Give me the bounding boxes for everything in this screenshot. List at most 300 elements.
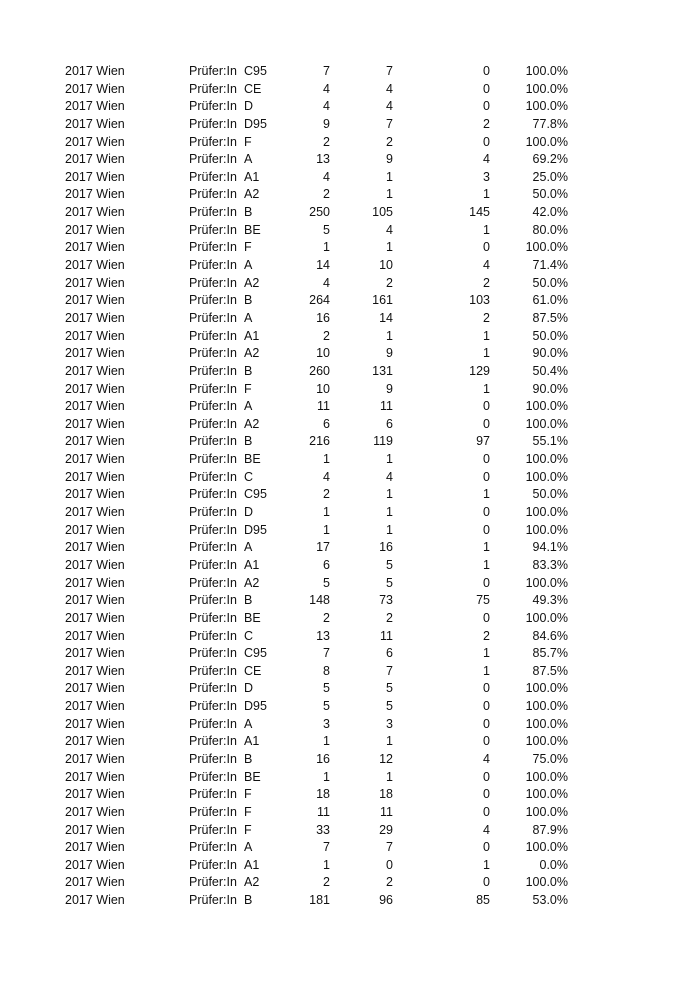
failed-count-cell: 1 bbox=[483, 540, 490, 555]
role-cell: Prüfer:In bbox=[189, 822, 237, 837]
total-count-cell: 181 bbox=[309, 893, 330, 908]
table-row bbox=[0, 698, 700, 716]
pass-rate-cell: 55.1% bbox=[532, 434, 568, 449]
failed-count-cell: 1 bbox=[483, 857, 490, 872]
role-cell: Prüfer:In bbox=[189, 857, 237, 872]
passed-count-cell: 105 bbox=[372, 205, 393, 220]
year-location-cell: 2017 Wien bbox=[65, 81, 125, 96]
license-class-cell: CE bbox=[244, 81, 262, 96]
role-cell: Prüfer:In bbox=[189, 557, 237, 572]
license-class-cell: F bbox=[244, 134, 252, 149]
passed-count-cell: 5 bbox=[386, 557, 393, 572]
role-cell: Prüfer:In bbox=[189, 787, 237, 802]
passed-count-cell: 131 bbox=[372, 363, 393, 378]
passed-count-cell: 119 bbox=[373, 434, 393, 449]
failed-count-cell: 0 bbox=[483, 769, 490, 784]
passed-count-cell: 7 bbox=[386, 64, 393, 78]
table-row bbox=[0, 363, 700, 381]
failed-count-cell: 4 bbox=[483, 751, 490, 766]
license-class-cell: F bbox=[244, 787, 252, 802]
year-location-cell: 2017 Wien bbox=[65, 416, 125, 431]
year-location-cell: 2017 Wien bbox=[65, 381, 125, 396]
failed-count-cell: 0 bbox=[483, 399, 490, 414]
year-location-cell: 2017 Wien bbox=[65, 469, 125, 484]
license-class-cell: C bbox=[244, 628, 254, 643]
year-location-cell: 2017 Wien bbox=[65, 681, 125, 696]
role-cell: Prüfer:In bbox=[189, 699, 237, 714]
table-row bbox=[0, 769, 700, 787]
table-row bbox=[0, 628, 700, 646]
year-location-cell: 2017 Wien bbox=[65, 699, 125, 714]
license-class-cell: A1 bbox=[244, 328, 260, 343]
total-count-cell: 10 bbox=[316, 381, 330, 396]
failed-count-cell: 3 bbox=[483, 169, 490, 184]
table-row bbox=[0, 416, 700, 434]
role-cell: Prüfer:In bbox=[189, 64, 237, 78]
passed-count-cell: 2 bbox=[386, 875, 393, 890]
year-location-cell: 2017 Wien bbox=[65, 452, 125, 467]
pass-rate-cell: 75.0% bbox=[532, 751, 568, 766]
table-row bbox=[0, 839, 700, 857]
failed-count-cell: 1 bbox=[483, 187, 490, 202]
total-count-cell: 14 bbox=[316, 258, 330, 273]
failed-count-cell: 1 bbox=[483, 487, 490, 502]
table-row bbox=[0, 116, 700, 134]
table-row bbox=[0, 557, 700, 575]
year-location-cell: 2017 Wien bbox=[65, 575, 125, 590]
year-location-cell: 2017 Wien bbox=[65, 734, 125, 749]
passed-count-cell: 4 bbox=[386, 222, 393, 237]
table-row bbox=[0, 857, 700, 875]
data-table bbox=[0, 63, 700, 910]
failed-count-cell: 0 bbox=[483, 699, 490, 714]
total-count-cell: 16 bbox=[316, 751, 330, 766]
year-location-cell: 2017 Wien bbox=[65, 540, 125, 555]
year-location-cell: 2017 Wien bbox=[65, 716, 125, 731]
role-cell: Prüfer:In bbox=[189, 328, 237, 343]
table-row bbox=[0, 151, 700, 169]
year-location-cell: 2017 Wien bbox=[65, 310, 125, 325]
year-location-cell: 2017 Wien bbox=[65, 169, 125, 184]
role-cell: Prüfer:In bbox=[189, 751, 237, 766]
table-row bbox=[0, 751, 700, 769]
failed-count-cell: 1 bbox=[483, 328, 490, 343]
pass-rate-cell: 50.0% bbox=[532, 187, 568, 202]
pass-rate-cell: 0.0% bbox=[539, 857, 568, 872]
passed-count-cell: 29 bbox=[379, 822, 393, 837]
table-row bbox=[0, 63, 700, 81]
role-cell: Prüfer:In bbox=[189, 134, 237, 149]
pass-rate-cell: 90.0% bbox=[532, 381, 568, 396]
total-count-cell: 2 bbox=[323, 134, 330, 149]
year-location-cell: 2017 Wien bbox=[65, 328, 125, 343]
total-count-cell: 17 bbox=[316, 540, 330, 555]
pass-rate-cell: 83.3% bbox=[532, 557, 568, 572]
year-location-cell: 2017 Wien bbox=[65, 875, 125, 890]
role-cell: Prüfer:In bbox=[189, 116, 237, 131]
pass-rate-cell: 100.0% bbox=[525, 399, 568, 414]
failed-count-cell: 75 bbox=[476, 593, 490, 608]
license-class-cell: D95 bbox=[244, 522, 267, 537]
pass-rate-cell: 100.0% bbox=[525, 575, 568, 590]
role-cell: Prüfer:In bbox=[189, 293, 237, 308]
failed-count-cell: 129 bbox=[469, 363, 490, 378]
total-count-cell: 148 bbox=[309, 593, 330, 608]
year-location-cell: 2017 Wien bbox=[65, 346, 125, 361]
table-row bbox=[0, 469, 700, 487]
table-row bbox=[0, 575, 700, 593]
passed-count-cell: 11 bbox=[380, 804, 393, 819]
year-location-cell: 2017 Wien bbox=[65, 751, 125, 766]
passed-count-cell: 5 bbox=[386, 575, 393, 590]
pass-rate-cell: 100.0% bbox=[525, 681, 568, 696]
pass-rate-cell: 84.6% bbox=[532, 628, 568, 643]
table-row bbox=[0, 310, 700, 328]
pass-rate-cell: 100.0% bbox=[525, 699, 568, 714]
total-count-cell: 1 bbox=[323, 769, 330, 784]
passed-count-cell: 7 bbox=[386, 840, 393, 855]
year-location-cell: 2017 Wien bbox=[65, 522, 125, 537]
table-row bbox=[0, 592, 700, 610]
table-row bbox=[0, 381, 700, 399]
license-class-cell: F bbox=[244, 381, 252, 396]
passed-count-cell: 4 bbox=[386, 469, 393, 484]
total-count-cell: 250 bbox=[309, 205, 330, 220]
failed-count-cell: 2 bbox=[483, 310, 490, 325]
passed-count-cell: 2 bbox=[386, 134, 393, 149]
total-count-cell: 5 bbox=[323, 575, 330, 590]
total-count-cell: 2 bbox=[323, 187, 330, 202]
pass-rate-cell: 100.0% bbox=[525, 64, 568, 78]
failed-count-cell: 103 bbox=[469, 293, 490, 308]
total-count-cell: 2 bbox=[323, 875, 330, 890]
passed-count-cell: 1 bbox=[386, 328, 393, 343]
table-row bbox=[0, 169, 700, 187]
total-count-cell: 13 bbox=[316, 152, 330, 167]
failed-count-cell: 145 bbox=[469, 205, 490, 220]
license-class-cell: D bbox=[244, 99, 254, 114]
pass-rate-cell: 80.0% bbox=[532, 222, 568, 237]
year-location-cell: 2017 Wien bbox=[65, 275, 125, 290]
role-cell: Prüfer:In bbox=[189, 734, 237, 749]
pass-rate-cell: 85.7% bbox=[532, 646, 568, 661]
table-row bbox=[0, 522, 700, 540]
passed-count-cell: 73 bbox=[379, 593, 393, 608]
role-cell: Prüfer:In bbox=[189, 222, 237, 237]
table-row bbox=[0, 892, 700, 910]
role-cell: Prüfer:In bbox=[189, 416, 237, 431]
total-count-cell: 1 bbox=[323, 505, 330, 520]
passed-count-cell: 1 bbox=[386, 169, 393, 184]
passed-count-cell: 2 bbox=[386, 275, 393, 290]
role-cell: Prüfer:In bbox=[189, 205, 237, 220]
license-class-cell: B bbox=[244, 751, 253, 766]
total-count-cell: 264 bbox=[309, 293, 330, 308]
total-count-cell: 4 bbox=[323, 169, 330, 184]
license-class-cell: C95 bbox=[244, 487, 267, 502]
failed-count-cell: 0 bbox=[483, 787, 490, 802]
license-class-cell: A bbox=[244, 540, 253, 555]
table-row bbox=[0, 204, 700, 222]
pass-rate-cell: 61.0% bbox=[532, 293, 568, 308]
year-location-cell: 2017 Wien bbox=[65, 663, 125, 678]
license-class-cell: A bbox=[244, 152, 253, 167]
license-class-cell: BE bbox=[244, 769, 261, 784]
pass-rate-cell: 49.3% bbox=[532, 593, 568, 608]
failed-count-cell: 4 bbox=[483, 258, 490, 273]
total-count-cell: 1 bbox=[323, 734, 330, 749]
role-cell: Prüfer:In bbox=[189, 346, 237, 361]
failed-count-cell: 0 bbox=[483, 575, 490, 590]
table-row bbox=[0, 504, 700, 522]
pass-rate-cell: 87.9% bbox=[532, 822, 568, 837]
role-cell: Prüfer:In bbox=[189, 575, 237, 590]
license-class-cell: BE bbox=[244, 222, 261, 237]
passed-count-cell: 14 bbox=[379, 310, 393, 325]
year-location-cell: 2017 Wien bbox=[65, 222, 125, 237]
role-cell: Prüfer:In bbox=[189, 363, 237, 378]
total-count-cell: 4 bbox=[323, 81, 330, 96]
table-row bbox=[0, 292, 700, 310]
role-cell: Prüfer:In bbox=[189, 804, 237, 819]
passed-count-cell: 1 bbox=[386, 452, 393, 467]
year-location-cell: 2017 Wien bbox=[65, 64, 125, 78]
pass-rate-cell: 100.0% bbox=[525, 99, 568, 114]
role-cell: Prüfer:In bbox=[189, 152, 237, 167]
license-class-cell: A2 bbox=[244, 875, 260, 890]
pass-rate-cell: 100.0% bbox=[525, 240, 568, 255]
passed-count-cell: 1 bbox=[386, 487, 393, 502]
license-class-cell: A bbox=[244, 258, 253, 273]
total-count-cell: 11 bbox=[317, 399, 330, 414]
role-cell: Prüfer:In bbox=[189, 434, 237, 449]
total-count-cell: 13 bbox=[316, 628, 330, 643]
role-cell: Prüfer:In bbox=[189, 540, 237, 555]
role-cell: Prüfer:In bbox=[189, 893, 237, 908]
license-class-cell: B bbox=[244, 434, 253, 449]
license-class-cell: A2 bbox=[244, 346, 260, 361]
pass-rate-cell: 87.5% bbox=[532, 663, 568, 678]
total-count-cell: 2 bbox=[323, 328, 330, 343]
passed-count-cell: 16 bbox=[379, 540, 393, 555]
role-cell: Prüfer:In bbox=[189, 875, 237, 890]
license-class-cell: D95 bbox=[244, 699, 267, 714]
passed-count-cell: 4 bbox=[386, 99, 393, 114]
year-location-cell: 2017 Wien bbox=[65, 628, 125, 643]
passed-count-cell: 11 bbox=[380, 628, 393, 643]
year-location-cell: 2017 Wien bbox=[65, 152, 125, 167]
role-cell: Prüfer:In bbox=[189, 275, 237, 290]
table-row bbox=[0, 451, 700, 469]
pass-rate-cell: 100.0% bbox=[525, 840, 568, 855]
year-location-cell: 2017 Wien bbox=[65, 840, 125, 855]
failed-count-cell: 0 bbox=[483, 875, 490, 890]
year-location-cell: 2017 Wien bbox=[65, 240, 125, 255]
year-location-cell: 2017 Wien bbox=[65, 787, 125, 802]
passed-count-cell: 7 bbox=[386, 116, 393, 131]
license-class-cell: B bbox=[244, 593, 253, 608]
pass-rate-cell: 50.0% bbox=[532, 487, 568, 502]
total-count-cell: 5 bbox=[323, 699, 330, 714]
table-row bbox=[0, 98, 700, 116]
role-cell: Prüfer:In bbox=[189, 681, 237, 696]
table-row bbox=[0, 328, 700, 346]
role-cell: Prüfer:In bbox=[189, 310, 237, 325]
year-location-cell: 2017 Wien bbox=[65, 399, 125, 414]
license-class-cell: A2 bbox=[244, 275, 260, 290]
passed-count-cell: 5 bbox=[386, 681, 393, 696]
year-location-cell: 2017 Wien bbox=[65, 646, 125, 661]
total-count-cell: 10 bbox=[316, 346, 330, 361]
pass-rate-cell: 50.0% bbox=[532, 328, 568, 343]
pass-rate-cell: 94.1% bbox=[532, 540, 568, 555]
table-row bbox=[0, 539, 700, 557]
license-class-cell: A1 bbox=[244, 169, 260, 184]
passed-count-cell: 5 bbox=[386, 699, 393, 714]
role-cell: Prüfer:In bbox=[189, 840, 237, 855]
total-count-cell: 1 bbox=[323, 522, 330, 537]
table-row bbox=[0, 804, 700, 822]
pass-rate-cell: 100.0% bbox=[525, 716, 568, 731]
pass-rate-cell: 100.0% bbox=[525, 804, 568, 819]
total-count-cell: 11 bbox=[317, 804, 330, 819]
table-row bbox=[0, 275, 700, 293]
license-class-cell: A2 bbox=[244, 416, 260, 431]
year-location-cell: 2017 Wien bbox=[65, 769, 125, 784]
passed-count-cell: 3 bbox=[386, 716, 393, 731]
passed-count-cell: 1 bbox=[386, 240, 393, 255]
table-row bbox=[0, 786, 700, 804]
total-count-cell: 8 bbox=[323, 663, 330, 678]
total-count-cell: 2 bbox=[323, 487, 330, 502]
failed-count-cell: 1 bbox=[483, 646, 490, 661]
failed-count-cell: 0 bbox=[483, 610, 490, 625]
pass-rate-cell: 25.0% bbox=[532, 169, 568, 184]
failed-count-cell: 0 bbox=[483, 416, 490, 431]
role-cell: Prüfer:In bbox=[189, 469, 237, 484]
table-row bbox=[0, 733, 700, 751]
total-count-cell: 1 bbox=[323, 240, 330, 255]
license-class-cell: A1 bbox=[244, 557, 260, 572]
year-location-cell: 2017 Wien bbox=[65, 804, 125, 819]
pass-rate-cell: 100.0% bbox=[525, 416, 568, 431]
table-row bbox=[0, 874, 700, 892]
license-class-cell: C95 bbox=[244, 64, 267, 78]
total-count-cell: 4 bbox=[323, 275, 330, 290]
year-location-cell: 2017 Wien bbox=[65, 893, 125, 908]
year-location-cell: 2017 Wien bbox=[65, 293, 125, 308]
license-class-cell: F bbox=[244, 240, 252, 255]
role-cell: Prüfer:In bbox=[189, 505, 237, 520]
license-class-cell: A2 bbox=[244, 575, 260, 590]
failed-count-cell: 97 bbox=[476, 434, 490, 449]
passed-count-cell: 1 bbox=[386, 505, 393, 520]
total-count-cell: 1 bbox=[323, 857, 330, 872]
role-cell: Prüfer:In bbox=[189, 487, 237, 502]
role-cell: Prüfer:In bbox=[189, 663, 237, 678]
passed-count-cell: 1 bbox=[386, 187, 393, 202]
total-count-cell: 16 bbox=[316, 310, 330, 325]
total-count-cell: 7 bbox=[323, 64, 330, 78]
year-location-cell: 2017 Wien bbox=[65, 205, 125, 220]
year-location-cell: 2017 Wien bbox=[65, 593, 125, 608]
passed-count-cell: 1 bbox=[386, 769, 393, 784]
passed-count-cell: 9 bbox=[386, 152, 393, 167]
table-row bbox=[0, 433, 700, 451]
license-class-cell: B bbox=[244, 893, 253, 908]
failed-count-cell: 4 bbox=[483, 152, 490, 167]
total-count-cell: 5 bbox=[323, 681, 330, 696]
passed-count-cell: 10 bbox=[379, 258, 393, 273]
table-row bbox=[0, 222, 700, 240]
license-class-cell: F bbox=[244, 822, 252, 837]
pass-rate-cell: 69.2% bbox=[532, 152, 568, 167]
failed-count-cell: 0 bbox=[483, 716, 490, 731]
role-cell: Prüfer:In bbox=[189, 716, 237, 731]
table-row bbox=[0, 186, 700, 204]
license-class-cell: F bbox=[244, 804, 252, 819]
failed-count-cell: 0 bbox=[483, 134, 490, 149]
total-count-cell: 33 bbox=[316, 822, 330, 837]
failed-count-cell: 1 bbox=[483, 381, 490, 396]
failed-count-cell: 0 bbox=[483, 804, 490, 819]
license-class-cell: C bbox=[244, 469, 254, 484]
role-cell: Prüfer:In bbox=[189, 593, 237, 608]
role-cell: Prüfer:In bbox=[189, 381, 237, 396]
license-class-cell: D95 bbox=[244, 116, 267, 131]
year-location-cell: 2017 Wien bbox=[65, 258, 125, 273]
total-count-cell: 4 bbox=[323, 99, 330, 114]
pass-rate-cell: 100.0% bbox=[525, 469, 568, 484]
table-row bbox=[0, 822, 700, 840]
table-row bbox=[0, 610, 700, 628]
failed-count-cell: 0 bbox=[483, 81, 490, 96]
passed-count-cell: 161 bbox=[372, 293, 393, 308]
passed-count-cell: 11 bbox=[380, 399, 393, 414]
pass-rate-cell: 90.0% bbox=[532, 346, 568, 361]
pass-rate-cell: 87.5% bbox=[532, 310, 568, 325]
license-class-cell: BE bbox=[244, 452, 261, 467]
passed-count-cell: 4 bbox=[386, 81, 393, 96]
failed-count-cell: 0 bbox=[483, 734, 490, 749]
license-class-cell: A bbox=[244, 399, 253, 414]
license-class-cell: A2 bbox=[244, 187, 260, 202]
failed-count-cell: 0 bbox=[483, 452, 490, 467]
pass-rate-cell: 77.8% bbox=[532, 116, 568, 131]
table-row bbox=[0, 716, 700, 734]
year-location-cell: 2017 Wien bbox=[65, 857, 125, 872]
total-count-cell: 1 bbox=[323, 452, 330, 467]
license-class-cell: B bbox=[244, 205, 253, 220]
pass-rate-cell: 100.0% bbox=[525, 734, 568, 749]
license-class-cell: D bbox=[244, 505, 254, 520]
passed-count-cell: 0 bbox=[386, 857, 393, 872]
pass-rate-cell: 100.0% bbox=[525, 134, 568, 149]
failed-count-cell: 0 bbox=[483, 681, 490, 696]
total-count-cell: 18 bbox=[316, 787, 330, 802]
failed-count-cell: 0 bbox=[483, 840, 490, 855]
table-row bbox=[0, 239, 700, 257]
role-cell: Prüfer:In bbox=[189, 258, 237, 273]
passed-count-cell: 2 bbox=[386, 610, 393, 625]
pass-rate-cell: 50.0% bbox=[532, 275, 568, 290]
year-location-cell: 2017 Wien bbox=[65, 610, 125, 625]
license-class-cell: A1 bbox=[244, 857, 260, 872]
failed-count-cell: 0 bbox=[483, 505, 490, 520]
total-count-cell: 3 bbox=[323, 716, 330, 731]
failed-count-cell: 0 bbox=[483, 469, 490, 484]
failed-count-cell: 1 bbox=[483, 663, 490, 678]
